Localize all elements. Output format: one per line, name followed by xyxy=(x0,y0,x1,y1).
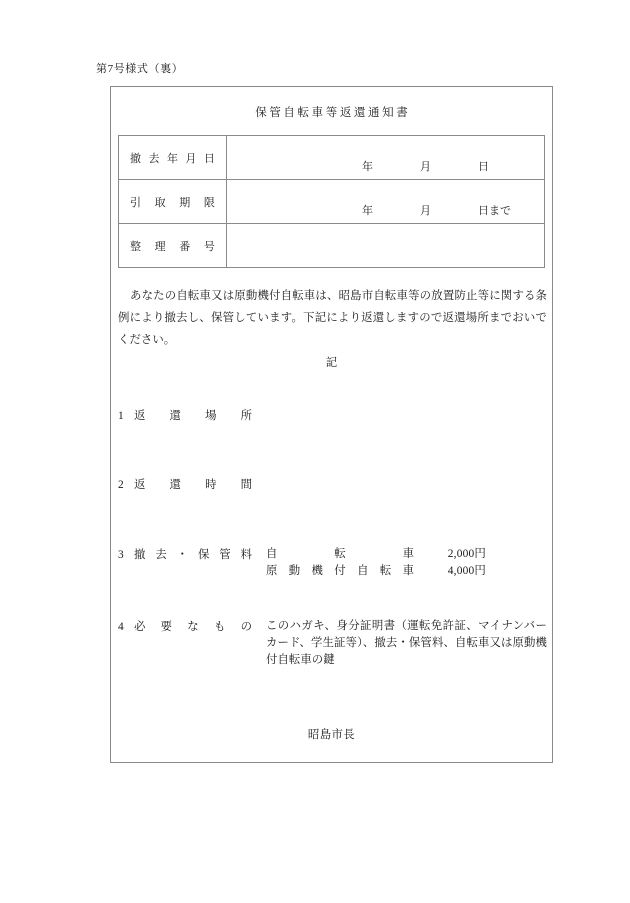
fee-amount: 2,000円 xyxy=(447,548,486,560)
item-return-hours xyxy=(118,476,252,492)
pickup-deadline-value-cell[interactable] xyxy=(227,180,545,224)
reference-number-value-cell[interactable] xyxy=(227,224,545,268)
item-return-location xyxy=(118,407,252,423)
month-unit: 月 xyxy=(420,160,431,173)
day-unit: 日まで xyxy=(478,204,511,217)
item-required-documents xyxy=(118,618,252,634)
fee-row-moped xyxy=(266,563,486,580)
reference-number-label: 整理番号 xyxy=(130,240,215,253)
removal-date-label: 撤去年月日 xyxy=(130,152,215,165)
item-number: 3 xyxy=(118,549,124,561)
form-number-label: 第7号様式（裏） xyxy=(96,63,184,75)
year-unit: 年 xyxy=(362,160,373,173)
item-number: 1 xyxy=(118,410,124,422)
removal-date-label-cell xyxy=(119,136,227,180)
item-number: 4 xyxy=(118,621,124,633)
item-removal-storage-fee xyxy=(118,546,252,562)
item-heading: 返還時間 xyxy=(134,479,252,491)
removal-date-value-cell[interactable] xyxy=(227,136,545,180)
item-number: 2 xyxy=(118,479,124,491)
pickup-deadline-label-cell xyxy=(119,180,227,224)
item-heading: 撤去・保管料 xyxy=(134,549,252,561)
reference-number-label-cell xyxy=(119,224,227,268)
page-title: 保管自転車等返還通知書 xyxy=(255,107,411,119)
table-row xyxy=(119,180,545,224)
notice-frame xyxy=(110,86,553,763)
item-heading: 必要なもの xyxy=(134,621,252,633)
fee-name: 原動機付自転車 xyxy=(266,565,414,577)
day-unit: 日 xyxy=(478,160,489,173)
item-heading: 返還場所 xyxy=(134,410,252,422)
fee-list xyxy=(266,546,486,580)
pickup-deadline-label: 引取期限 xyxy=(130,196,215,209)
month-unit: 月 xyxy=(420,204,431,217)
year-unit: 年 xyxy=(362,204,373,217)
fee-amount: 4,000円 xyxy=(447,565,486,577)
table-row xyxy=(119,224,545,268)
info-table xyxy=(118,135,545,268)
ki-marker: 記 xyxy=(325,357,338,369)
body-paragraph: あなたの自転車又は原動機付自転車は、昭島市自転車等の放置防止等に関する条例により撤去し、保管しています。下記により返還しますので返還場所までおいでください。 xyxy=(118,290,547,346)
signature-line: 昭島市長 xyxy=(307,729,356,741)
fee-row-bicycle xyxy=(266,546,486,563)
table-row xyxy=(119,136,545,180)
required-documents-text: このハガキ、身分証明書（運転免許証、マイナンバーカード、学生証等）、撤去・保管料、自転車又は原動機付自転車の鍵 xyxy=(266,620,547,666)
fee-name: 自転車 xyxy=(266,548,414,560)
